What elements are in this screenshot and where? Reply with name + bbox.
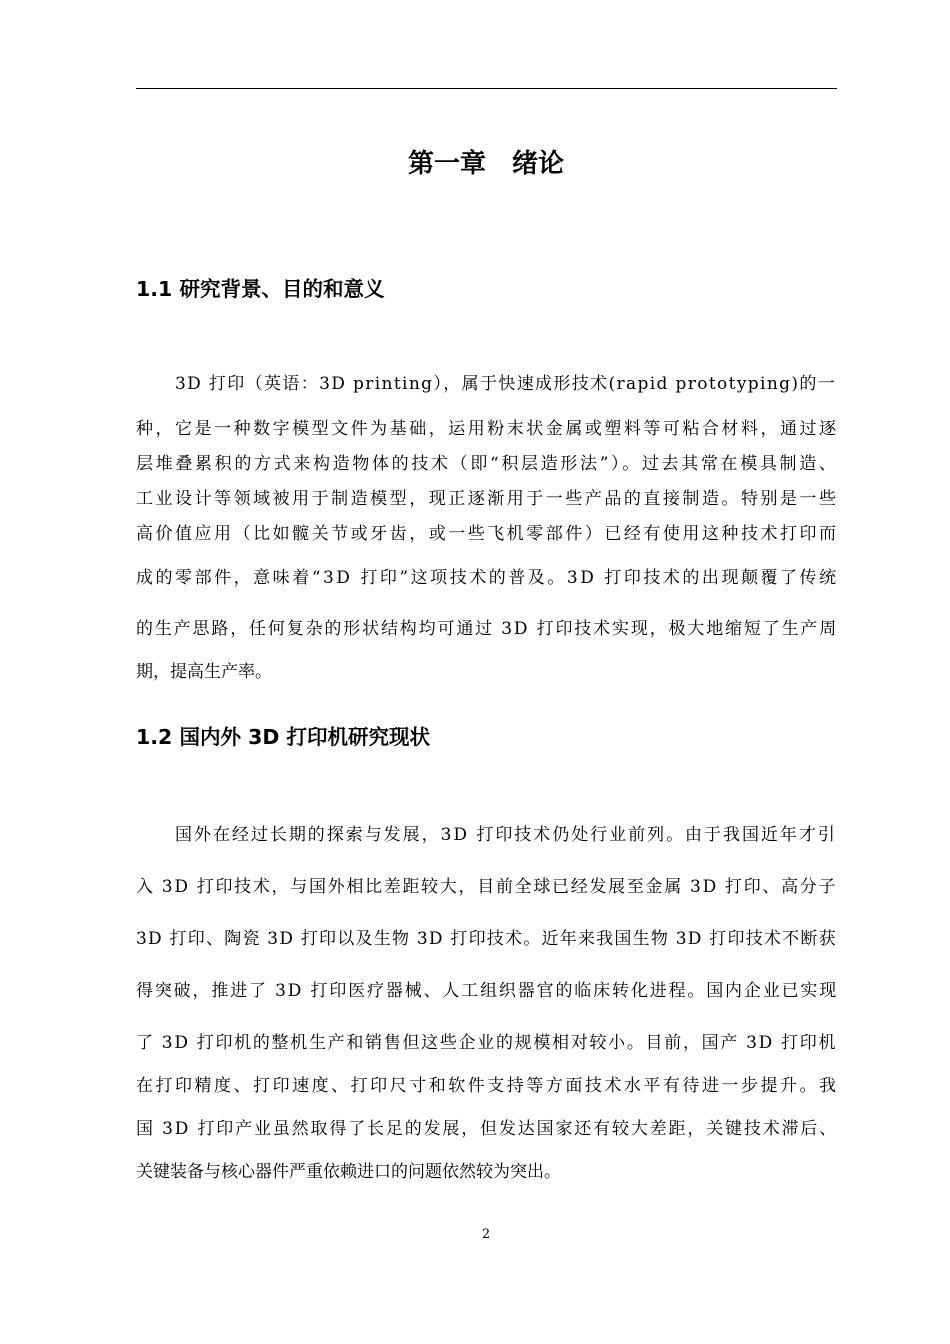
page-number: 2 [481,1227,491,1242]
paragraph-line: 入 3D 打印技术，与国外相比差距较大，目前全球已经发展至金属 3D 打印、高分子 [136,877,838,897]
paragraph-line: 成的零部件，意味着“3D 打印”这项技术的普及。3D 打印技术的出现颠覆了传统 [136,568,839,588]
paragraph-line: 得突破，推进了 3D 打印医疗器械、人工组织器官的临床转化进程。国内企业已实现 [136,981,839,1001]
header-rule [136,88,837,89]
paragraph-line: 在打印精度、打印速度、打印尺寸和软件支持等方面技术水平有待进一步提升。我 [136,1076,839,1096]
paragraph-line: 3D 打印（英语：3D printing），属于快速成形技术(rapid prototyping)的一 [175,374,837,394]
paragraph-line: 了 3D 打印机的整机生产和销售但这些企业的规模相对较小。目前，国产 3D 打印机 [136,1033,838,1053]
paragraph-line: 3D 打印、陶瓷 3D 打印以及生物 3D 打印技术。近年来我国生物 3D 打印技术不断获 [136,929,837,949]
paragraph-line: 种，它是一种数字模型文件为基础，运用粉末状金属或塑料等可粘合材料，通过逐 [136,419,839,439]
paragraph-line: 的生产思路，任何复杂的形状结构均可通过 3D 打印技术实现，极大地缩短了生产周 [136,619,839,639]
paragraph-line: 期，提高生产率。 [136,662,272,682]
paragraph-line: 国外在经过长期的探索与发展，3D 打印技术仍处行业前列。由于我国近年才引 [175,825,837,845]
section-heading-1-2: 1.2 国内外 3D 打印机研究现状 [136,725,431,749]
paragraph-line: 高价值应用（比如髋关节或牙齿，或一些飞机零部件）已经有使用这种技术打印而 [136,524,839,544]
section-heading-1-1: 1.1 研究背景、目的和意义 [136,277,385,301]
paragraph-line: 国 3D 打印产业虽然取得了长足的发展，但发达国家还有较大差距，关键技术滞后、 [136,1119,839,1139]
paragraph-line: 关键装备与核心器件严重依赖进口的问题依然较为突出。 [136,1162,561,1182]
chapter-title: 第一章 绪论 [407,149,564,179]
paragraph-line: 层堆叠累积的方式来构造物体的技术（即“积层造形法”）。过去其常在模具制造、 [136,454,839,474]
paragraph-line: 工业设计等领域被用于制造模型，现正逐渐用于一些产品的直接制造。特别是一些 [136,489,839,509]
